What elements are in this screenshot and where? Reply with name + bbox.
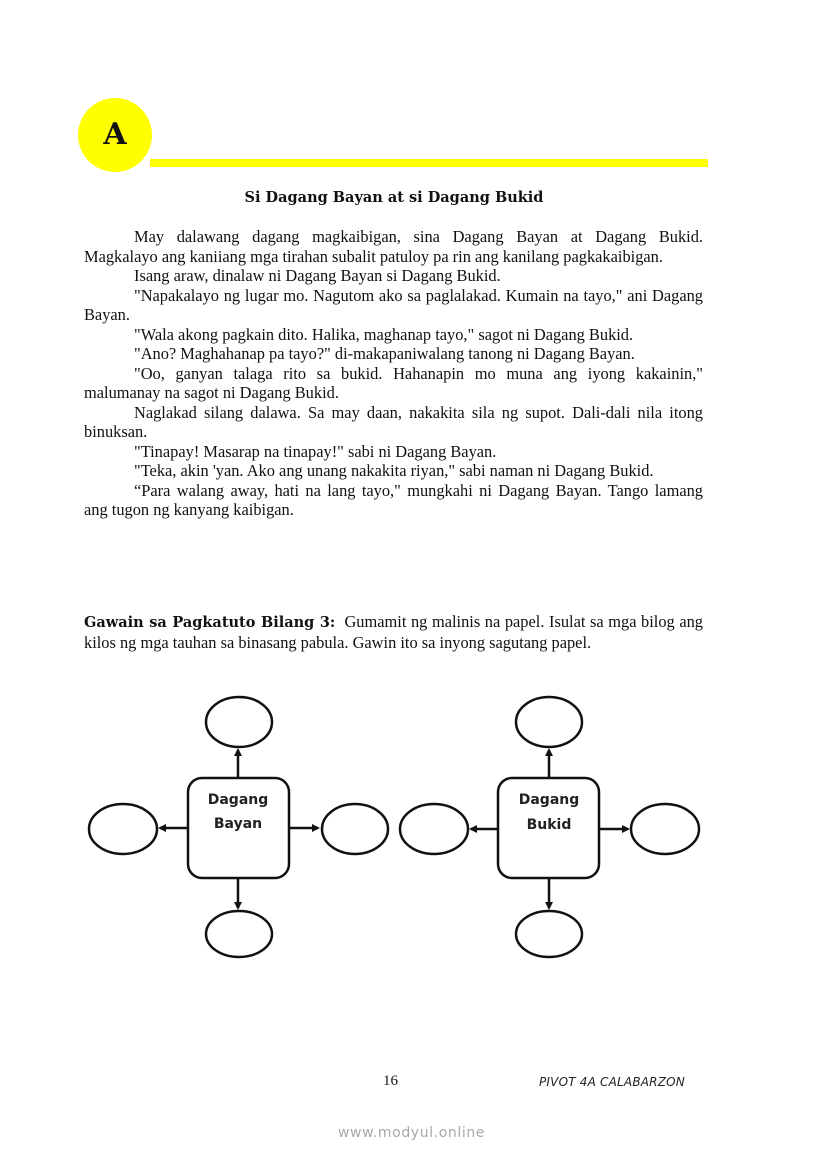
answer-bubble-right[interactable] xyxy=(322,804,388,854)
answer-bubble-bottom[interactable] xyxy=(206,911,272,957)
story-paragraph: Naglakad silang dalawa. Sa may daan, nakakita sila ng supot. Dali-dali nila itong binuksan. xyxy=(84,402,703,441)
story-paragraph: "Napakalayo ng lugar mo. Nagutom ako sa paglalakad. Kumain na tayo," ani Dagang Bayan. xyxy=(84,285,703,324)
story-paragraph: “Para walang away, hati na lang tayo," mungkahi ni Dagang Bayan. Tango lamang ang tugon ng kanyang kaibigan. xyxy=(84,480,703,519)
answer-bubble-top[interactable] xyxy=(516,697,582,747)
story-title: Si Dagang Bayan at si Dagang Bukid xyxy=(244,189,544,206)
activity-text: Gumamit ng malinis na papel. Isulat sa mga bilog ang kilos ng mga tauhan sa binasang pabula. Gawin ito sa inyong sagutang papel. xyxy=(84,612,703,652)
center-label-line2: Bukid xyxy=(526,817,572,833)
watermark: www.modyul.online xyxy=(338,1125,486,1141)
story-paragraph: Isang araw, dinalaw ni Dagang Bayan si Dagang Bukid. xyxy=(134,266,501,285)
story-paragraph: "Oo, ganyan talaga rito sa bukid. Hahanapin mo muna ang iyong kakainin," malumanay na sagot ni Dagang Bukid. xyxy=(84,363,703,402)
story-paragraph: "Wala akong pagkain dito. Halika, maghanap tayo," sagot ni Dagang Bukid. xyxy=(134,324,634,344)
story-paragraph: May dalawang dagang magkaibigan, sina Dagang Bayan at Dagang Bukid. Magkalayo ang kaniiang mga tirahan subalit patuloy pa rin ang kanilang pagkakaibigan. xyxy=(84,227,703,266)
diagram-dagang-bayan xyxy=(89,697,388,957)
story-paragraph: "Ano? Maghahanap pa tayo?" di-makapaniwalang tanong ni Dagang Bayan. xyxy=(134,344,635,363)
answer-bubble-top[interactable] xyxy=(206,697,272,747)
answer-bubble-bottom[interactable] xyxy=(516,911,582,957)
center-label-line1: Dagang xyxy=(518,792,580,808)
center-label-line1: Dagang xyxy=(207,792,269,808)
story-paragraph: "Teka, akin 'yan. Ako ang unang nakakita riyan," sabi naman ni Dagang Bukid. xyxy=(134,461,654,480)
page-number: 16 xyxy=(383,1073,398,1089)
answer-bubble-left[interactable] xyxy=(89,804,157,854)
center-label-line2: Bayan xyxy=(213,816,263,832)
footer-brand: PIVOT 4A CALABARZON xyxy=(539,1075,685,1089)
answer-bubble-right[interactable] xyxy=(631,804,699,854)
answer-bubble-left[interactable] xyxy=(400,804,468,854)
story-paragraph: "Tinapay! Masarap na tinapay!" sabi ni Dagang Bayan. xyxy=(134,441,497,461)
diagram-dagang-bukid xyxy=(400,697,699,957)
activity-label: Gawain sa Pagkatuto Bilang 3: xyxy=(84,614,336,631)
section-letter: A xyxy=(103,117,127,152)
